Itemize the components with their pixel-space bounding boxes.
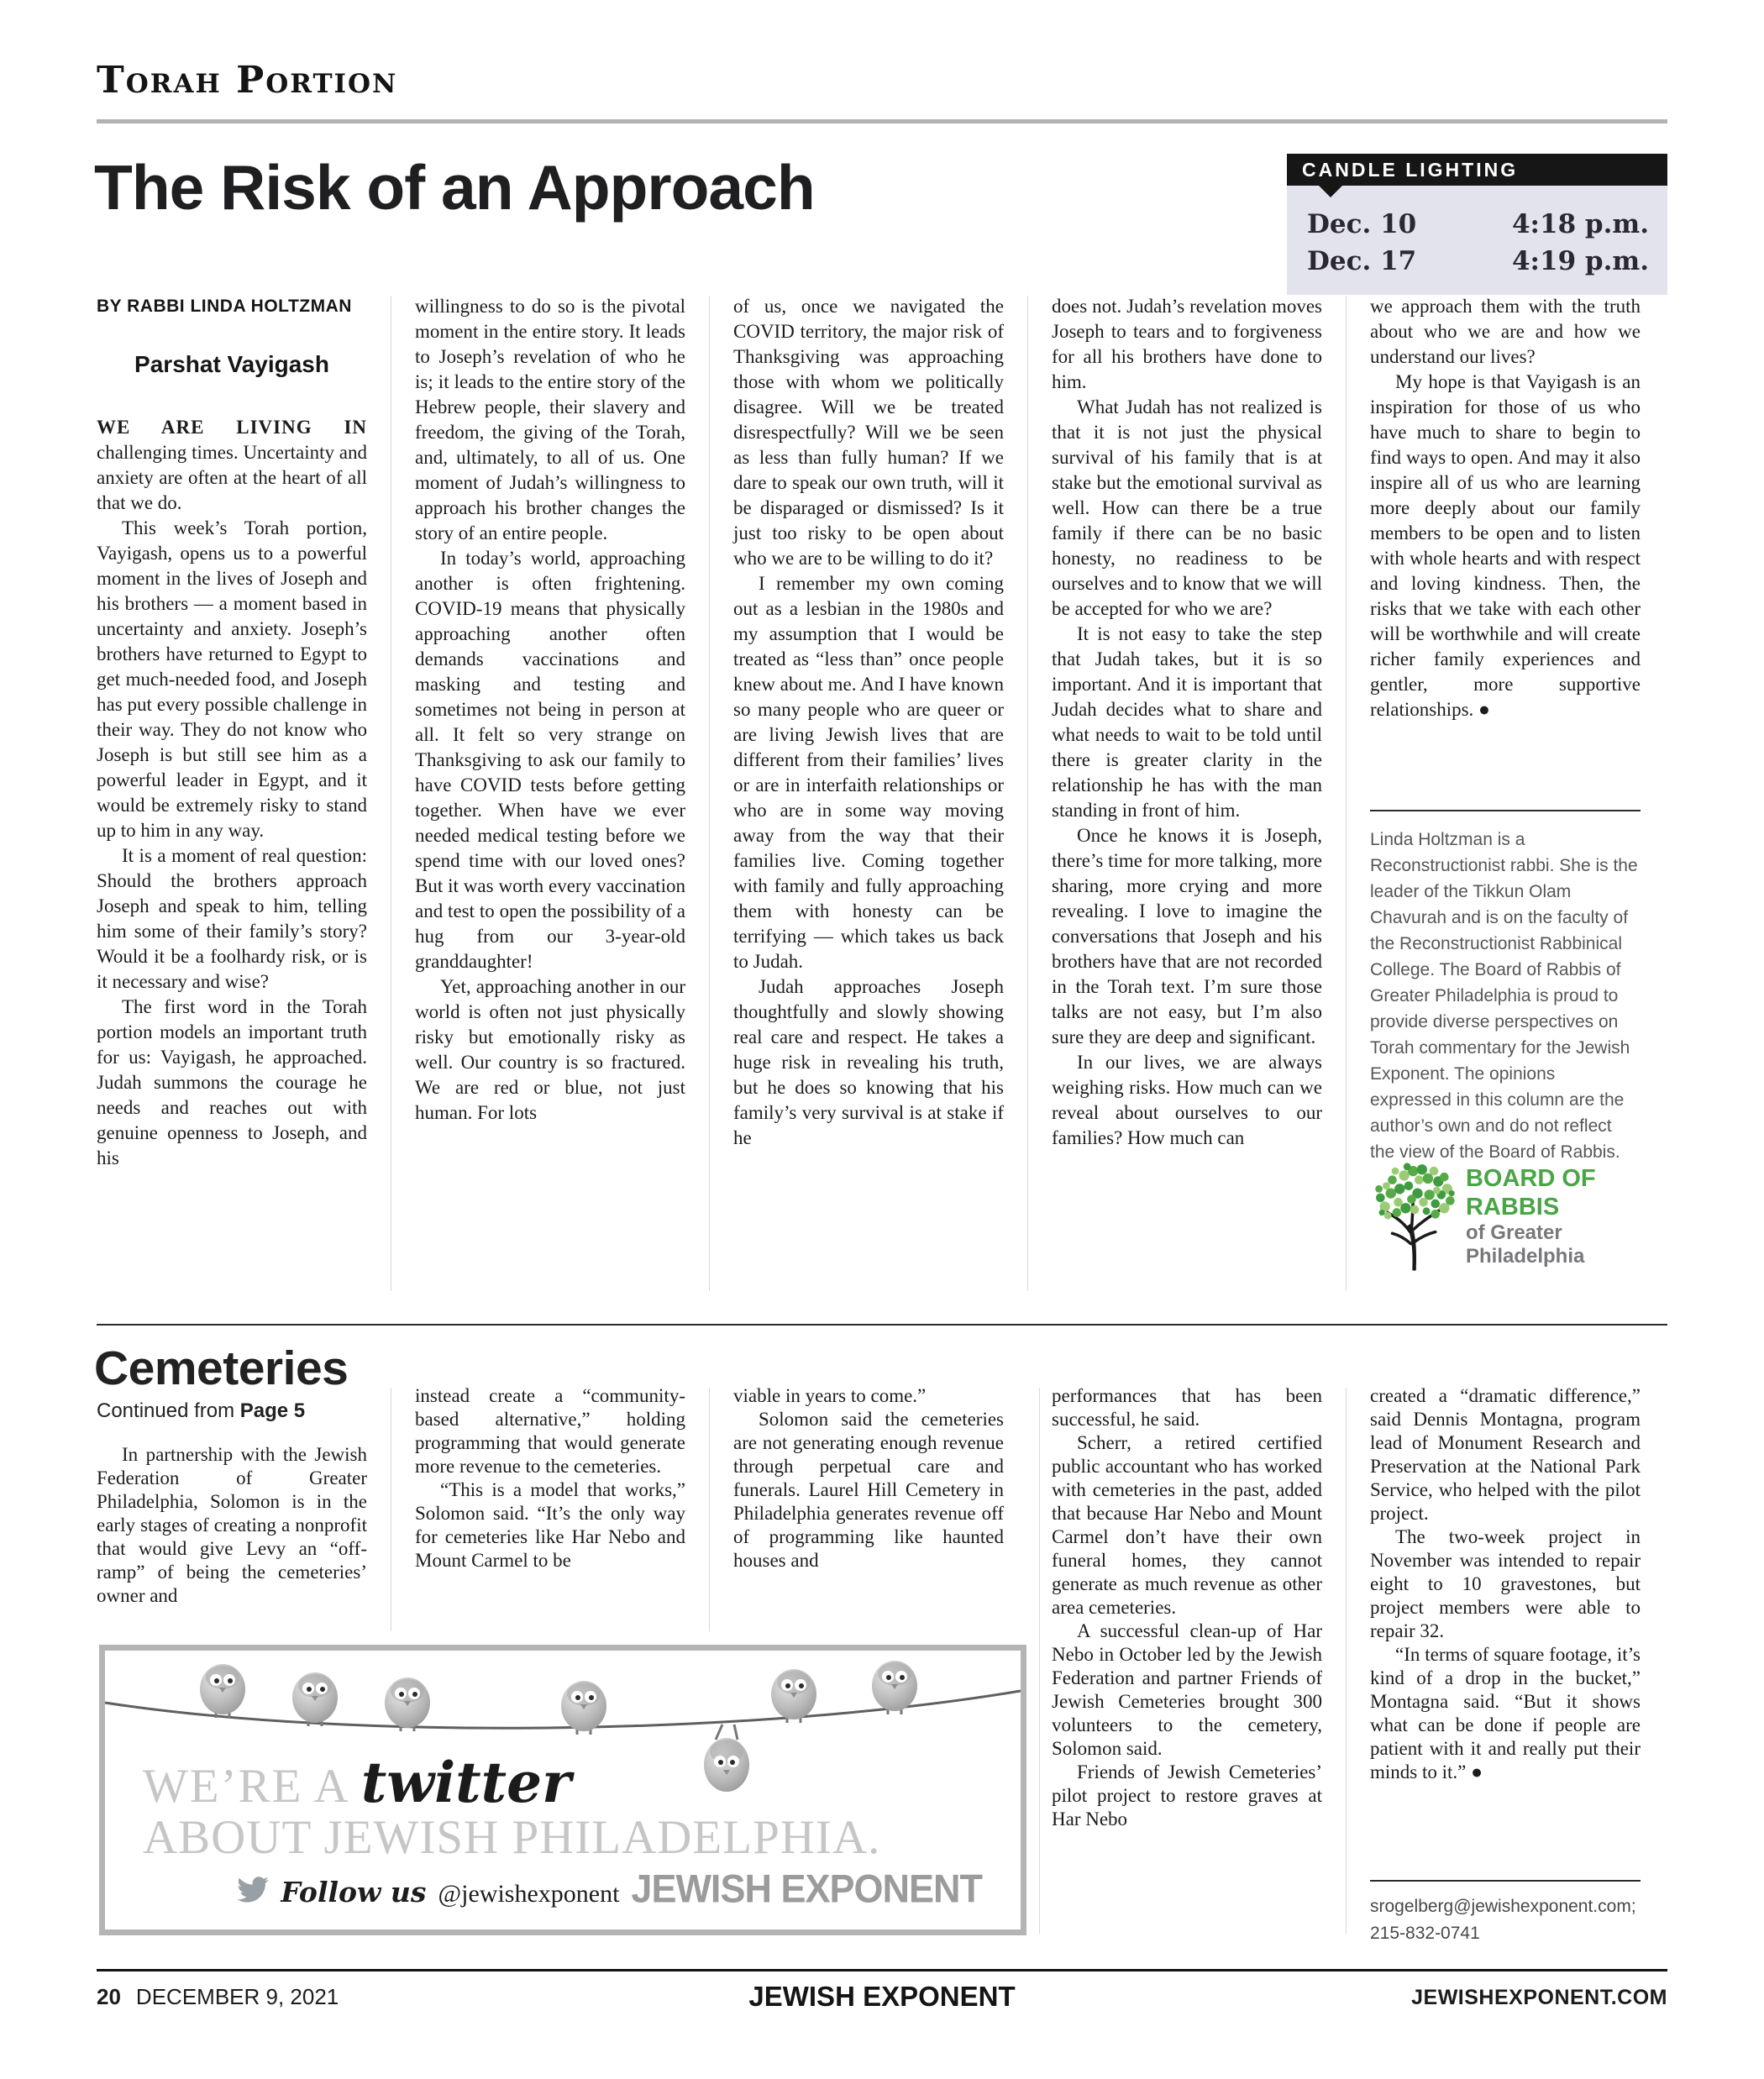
- column-divider: [1346, 296, 1347, 1291]
- contact-info: [1370, 1880, 1641, 1947]
- banner-were-a: WE’RE A: [143, 1760, 348, 1813]
- masthead-divider: [97, 119, 1667, 123]
- column-divider: [1346, 1388, 1347, 1934]
- article-paragraph: “This is a model that works,” Solomon said. “It’s the only way for cemeteries like Har Nebo and Mount Carmel to be: [415, 1479, 685, 1571]
- cemeteries-column-3: [733, 1384, 1004, 1572]
- column-divider: [1027, 296, 1028, 1291]
- candle-lighting-title: CANDLE LIGHTING: [1287, 154, 1667, 186]
- article-subtitle: Parshat Vayigash: [134, 351, 329, 377]
- candle-date: Dec. 17: [1307, 246, 1417, 276]
- cemeteries-column-4: [1052, 1384, 1322, 1831]
- article-paragraph: Solomon said the cemeteries are not generating enough revenue through perpetual care and funerals. Laurel Hill Cemetery in Philadelphia generates revenue off of programming like haunted houses and: [733, 1409, 1004, 1571]
- article-column-2: [415, 294, 685, 1126]
- bio-text: Linda Holtzman is a Reconstructionist rabbi. She is the leader of the Tikkun Olam Chavurah and is on the faculty of the Reconstructionist Rabbinical College. The Board of Rabbis of Greater Philadelphia is proud to provide diverse perspectives on Torah commentary for the Jewish Exponent. The opinions expressed in this column are the author’s own and do not reflect the view of the Board of Rabbis.: [1370, 830, 1638, 1162]
- candle-time: 4:18 p.m.: [1511, 209, 1649, 239]
- contact-email: srogelberg@jewishexponent.com;: [1370, 1897, 1636, 1916]
- candle-lighting-row: [1307, 243, 1649, 280]
- contact-divider: [1370, 1880, 1641, 1882]
- article-column-1: [97, 294, 367, 1171]
- footer-publication-name: JEWISH EXPONENT: [748, 1981, 1016, 2012]
- continued-page: Page 5: [239, 1399, 306, 1422]
- column-divider: [709, 296, 710, 1291]
- article-paragraph: In our lives, we are always weighing risks. How much can we reveal about ourselves to our families? How much can: [1052, 1052, 1322, 1148]
- contact-phone: 215-832-0741: [1370, 1924, 1480, 1943]
- article-paragraph: What Judah has not realized is that it is not just the physical survival of his family that is at stake but the emotional survival as well. How can there be a true family if there can be no basic honesty, no readiness to be ourselves and to know that we will be accepted for who we are?: [1052, 396, 1322, 619]
- tree-icon: [1370, 1152, 1459, 1280]
- paragraph-text: challenging times. Uncertainty and anxiety are often at the heart of all that we do.: [97, 442, 367, 513]
- article-paragraph: A successful clean-up of Har Nebo in October led by the Jewish Federation and partner Friends of Jewish Cemeteries brought 300 volunteers to the cemetery, Solomon said.: [1052, 1620, 1322, 1759]
- candle-lighting-body: [1287, 186, 1667, 295]
- follow-us-label: Follow us: [281, 1876, 427, 1908]
- article-column-5: [1370, 294, 1641, 722]
- article-paragraph: instead create a “community-based alternative,” holding programming that would generate more revenue to the cemeteries.: [415, 1385, 685, 1477]
- cemeteries-title: Cemeteries: [94, 1341, 349, 1395]
- candle-date: Dec. 10: [1307, 209, 1417, 239]
- twitter-handle: @jewishexponent: [438, 1880, 620, 1908]
- article-paragraph: does not. Judah’s revelation moves Joseph to tears and to forgiveness for all his brothers have done to him.: [1052, 296, 1322, 392]
- article-paragraph: viable in years to come.”: [733, 1385, 927, 1406]
- candle-lighting-row: [1307, 206, 1649, 243]
- footer-divider: [97, 1969, 1667, 1971]
- section-header: Torah Portion: [97, 59, 398, 102]
- article-paragraph: This week’s Torah portion, Vayigash, opens us to a powerful moment in the lives of Joseph and his brothers — a moment based in uncertainty and anxiety. Joseph’s brothers have returned to Egypt to get much-needed food, and Joseph has put every possible challenge in their way. They do not know who Joseph is but still see him as a powerful leader in Egypt, and it would be extremely risky to stand up to him in any way.: [97, 517, 367, 841]
- banner-twitter-word: twitter: [360, 1750, 571, 1815]
- article-paragraph: I remember my own coming out as a lesbian in the 1980s and my assumption that I would be treated as “less than” once people knew about me. And I have known so many people who are queer or are living Jewish lives that are different from their families’ lives or are in interfaith relationships or who are in some way moving away from the way that their families live. Coming together with family and fully approaching them with honesty can be terrifying — which takes us back to Judah.: [733, 573, 1004, 972]
- article-paragraph: It is a moment of real question: Should the brothers approach Joseph and speak to him, telling him some of their family’s story? Would it be a foolhardy risk, or is it necessary and wise?: [97, 845, 367, 992]
- continued-prefix: Continued from: [97, 1399, 240, 1422]
- article-paragraph: created a “dramatic difference,” said Dennis Montagna, program lead of Monument Research and Preservation at the National Park Service, who helped with the pilot project.: [1370, 1385, 1641, 1524]
- article-paragraph: The first word in the Torah portion models an important truth for us: Vayigash, he approached. Judah summons the courage he needs and reaches out with genuine openness to Joseph, and his: [97, 996, 367, 1168]
- logo-line1: BOARD OF RABBIS: [1465, 1165, 1596, 1221]
- article-paragraph: It is not easy to take the step that Judah takes, but it is so important. And it is important that Judah decides what to share and what needs to wait to be told until there is greater clarity in the relationship he has with the man standing in front of him.: [1052, 623, 1322, 821]
- article-title: The Risk of an Approach: [94, 152, 815, 223]
- page-number: 20: [97, 1984, 121, 2009]
- banner-headline-line1: [143, 1750, 571, 1815]
- article-paragraph: we approach them with the truth about who we are and how we understand our lives?: [1370, 296, 1641, 367]
- jewish-exponent-wordmark: JEWISH EXPONENT: [631, 1866, 982, 1912]
- cemeteries-column-2: [415, 1384, 685, 1572]
- article-paragraph: My hope is that Vayigash is an inspiration for those of us who have much to share to begin to find ways to open. And may it also inspire all of us who are learning more deeply about our family members to be open and to listen with whole hearts and with respect and loving kindness. Then, the risks that we take with each other will be worthwhile and will create richer family experiences and gentler, more supportive relationships. ●: [1370, 371, 1641, 720]
- article-paragraph: “In terms of square footage, it’s kind of a drop in the bucket,” Montagna said. “But it shows what can be done if people are patient with it and really put their minds to it.” ●: [1370, 1644, 1641, 1782]
- banner-headline-line2: ABOUT JEWISH PHILADELPHIA.: [143, 1811, 881, 1864]
- article-column-3: [733, 294, 1004, 1151]
- article-paragraph: In partnership with the Jewish Federation of Greater Philadelphia, Solomon is in the early stages of creating a nonprofit that would give Levy an “off-ramp” of being the cemeteries’ owner and: [97, 1444, 367, 1606]
- cemeteries-column-1: [97, 1443, 367, 1608]
- board-of-rabbis-logo: [1370, 1152, 1672, 1280]
- article-paragraph: Friends of Jewish Cemeteries’ pilot project to restore graves at Har Nebo: [1052, 1761, 1322, 1830]
- pointer-triangle: [1319, 186, 1342, 197]
- author-bio: [1370, 810, 1641, 1165]
- article-column-4: [1052, 294, 1322, 1151]
- cemeteries-column-5: [1370, 1384, 1641, 1784]
- article-paragraph: Once he knows it is Joseph, there’s time for more talking, more sharing, more crying and more revealing. I love to imagine the conversations that Joseph and his brothers have that are not recorded in the Torah text. I’m sure those talks are not easy, but I’m also sure they are deep and significant.: [1052, 825, 1322, 1047]
- twitter-promo-banner: [99, 1645, 1026, 1935]
- lead-in-phrase: WE ARE LIVING IN: [97, 417, 367, 438]
- column-divider: [1039, 1388, 1040, 1934]
- article-byline: BY RABBI LINDA HOLTZMAN: [97, 297, 352, 316]
- issue-date: DECEMBER 9, 2021: [135, 1984, 339, 2009]
- column-divider: [709, 1388, 710, 1631]
- continued-from: [97, 1399, 305, 1423]
- article-paragraph: The two-week project in November was intended to repair eight to 10 gravestones, but project members were able to repair 32.: [1370, 1526, 1641, 1641]
- twitter-bird-icon: [237, 1877, 269, 1903]
- article-paragraph: Scherr, a retired certified public accountant who has worked with cemeteries in the past, added that because Har Nebo and Mount Carmel don’t have their own funeral homes, they cannot generate as much revenue as other area cemeteries.: [1052, 1432, 1322, 1618]
- logo-line2: of Greater Philadelphia: [1465, 1221, 1585, 1268]
- bio-divider: [1370, 810, 1641, 811]
- article-paragraph: In today’s world, approaching another is often frightening. COVID-19 means that physically approaching another often demands vaccinations and masking and testing and sometimes not being in person at all. It felt so very strange on Thanksgiving to ask our family to have COVID tests before getting together. When have we ever needed medical testing before we spend time with our loved ones? But it was worth every vaccination and test to open the possibility of a hug from our 3-year-old granddaughter!: [415, 548, 685, 972]
- candle-lighting-box: [1287, 154, 1667, 295]
- article-paragraph: [97, 415, 367, 516]
- article-paragraph: performances that has been successful, he said.: [1052, 1385, 1322, 1430]
- article-paragraph: of us, once we navigated the COVID territory, the major risk of Thanksgiving was approaching those with whom we politically disagree. Will we be treated disrespectfully? Will we be seen as less than fully human? If we dare to speak our own truth, will it be disparaged or dismissed? Is it just too risky to be open about who we are to be willing to do it?: [733, 296, 1004, 569]
- footer-website: JEWISHEXPONENT.COM: [1411, 1986, 1667, 2009]
- article-paragraph: Yet, approaching another in our world is often not just physically risky but emotionally risky as well. Our country is so fractured. We are red or blue, not just human. For lots: [415, 976, 685, 1123]
- banner-follow-line: [237, 1867, 982, 1911]
- article-paragraph: Judah approaches Joseph thoughtfully and slowly showing real care and respect. He takes a huge risk in revealing his truth, but he does so knowing that his family’s very survival is at stake if he: [733, 976, 1004, 1148]
- article-paragraph: willingness to do so is the pivotal moment in the entire story. It leads to Joseph’s revelation of who he is; it leads to the entire story of the Hebrew people, their slavery and freedom, the giving of the Torah, and, ultimately, to all of us. One moment of Judah’s willingness to approach his brother changes the story of an entire people.: [415, 296, 685, 543]
- section-divider: [97, 1324, 1667, 1326]
- candle-time: 4:19 p.m.: [1511, 246, 1649, 276]
